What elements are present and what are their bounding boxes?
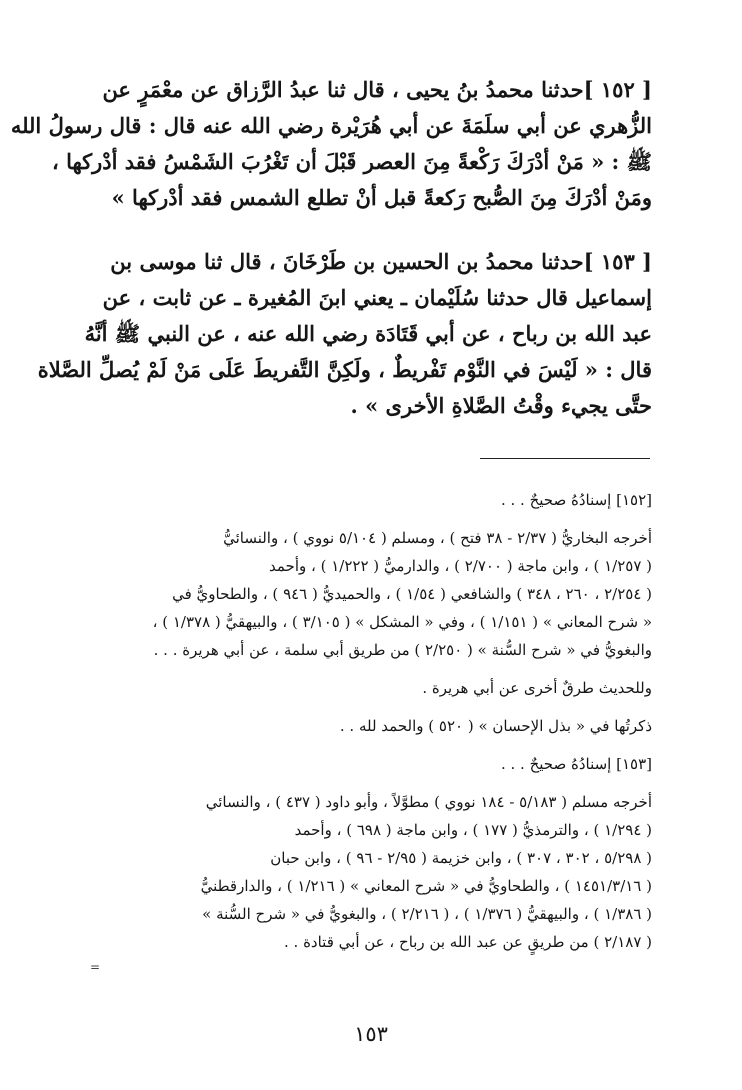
hadith-152-text (10, 72, 652, 216)
footnote-152-line: والبغويُّ في « شرح السُّنة » ( ٢/٢٥٠ ) من طريق أبي سلمة ، عن أبي هريرة . . . (153, 641, 652, 659)
spacer (96, 778, 652, 788)
spacer (96, 740, 652, 750)
footnote-152-extra: ذكرتُها في « بذل الإحسان » ( ٥٢٠ ) والحمد لله . . (339, 717, 652, 735)
footnotes (96, 486, 652, 956)
footnote-separator (480, 458, 650, 459)
footnote-152-line: « شرح المعاني » ( ١/١٥١ ) ، وفي « المشكل » ( ٣/١٠٥ ) ، والبيهقيُّ ( ١/٣٧٨ ) ، (152, 613, 652, 631)
spacer (96, 514, 652, 524)
footnote-152-line: ( ٢/٢٥٤ ، ٢٦٠ ، ٣٤٨ ) والشافعي ( ١/٥٤ ) ، والحميديُّ ( ٩٤٦ ) ، والطحاويُّ في (172, 585, 652, 603)
hadith-152-line: [ ١٥٢ ]حدثنا محمدُ بنُ يحيى ، قال ثنا عبدُ الرَّزاق عن معْمَرٍ عن (102, 77, 652, 102)
page-number: ١٥٣ (354, 1022, 388, 1046)
hadith-153-line: [ ١٥٣ ]حدثنا محمدُ بن الحسين بن طَرْخَانَ ، قال ثنا موسى بن (110, 249, 652, 274)
margin-mark: = (90, 960, 101, 974)
footnote-152-extra: وللحديث طرقٌ أخرى عن أبي هريرة . (422, 679, 652, 697)
spacer (96, 664, 652, 674)
footnote-153-heading: [١٥٣] إسنادُهُ صحيحٌ . . . (500, 755, 652, 773)
hadith-152-line: الزُّهري عن أبي سلَمَةَ عن أبي هُرَيْرة رضي الله عنه قال : قال رسولُ الله (10, 113, 652, 138)
footnote-152-heading: [١٥٢] إسنادُهُ صحيحٌ . . . (500, 491, 652, 509)
hadith-152-line: ﷺ : « مَنْ أدْرَكَ رَكْعةً مِنَ العصر قَبْلَ أن تَغْرُبَ الشَمْسُ فقد أدْركها ، (51, 149, 652, 174)
hadith-152-line: ومَنْ أدْرَكَ مِنَ الصُّبح رَكعةً قبل أنْ تطلع الشمس فقد أدْركها » (111, 185, 652, 210)
footnote-153-line: ( ١٤٥١/٣/١٦ ) ، والطحاويُّ في « شرح المعاني » ( ١/٢١٦ ) ، والدارقطنيُّ (200, 877, 652, 895)
footnote-152-line: ( ١/٢٥٧ ) ، وابن ماجة ( ٢/٧٠٠ ) ، والدارميُّ ( ١/٢٢٢ ) ، وأحمد (269, 557, 652, 575)
hadith-153-line: قال : « لَيْسَ في النَّوْم تَفْريطٌ ، ولَكِنَّ التَّفريطَ عَلَى مَنْ لَمْ يُصلِّ الصَّلاة (37, 357, 652, 382)
hadith-153-line: إسماعيل قال حدثنا سُلَيْمان ـ يعني ابنَ المُغيرة ـ عن ثابت ، عن (102, 285, 652, 310)
footnote-153-line: ( ١/٣٨٦ ) ، والبيهقيُّ ( ١/٣٧٦ ) ، ( ٢/٢١٦ ) ، والبغويُّ في « شرح السُّنة » (202, 905, 652, 923)
spacer (96, 702, 652, 712)
footnote-152-line: أخرجه البخاريُّ ( ٢/٣٧ - ٣٨ فتح ) ، ومسلم ( ٥/١٠٤ نووي ) ، والنسائيُّ (223, 529, 652, 547)
hadith-153-line: عبد الله بن رباح ، عن أبي قَتَادَة رضي الله عنه ، عن النبي ﷺ أنَّهُ (84, 321, 652, 346)
footnote-153-line: ( ٥/٢٩٨ ، ٣٠٢ ، ٣٠٧ ) ، وابن خزيمة ( ٢/٩٥ - ٩٦ ) ، وابن حبان (270, 849, 652, 867)
footnote-153-line: ( ٢/١٨٧ ) من طريقٍ عن عبد الله بن رباح ، عن أبي قتادة . . (284, 933, 652, 951)
footnote-153-line: ( ١/٢٩٤ ) ، والترمذيُّ ( ١٧٧ ) ، وابن ماجة ( ٦٩٨ ) ، وأحمد (294, 821, 652, 839)
footnote-153-line: أخرجه مسلم ( ٥/١٨٣ - ١٨٤ نووي ) مطوَّلاً ، وأبو داود ( ٤٣٧ ) ، والنسائي (205, 793, 652, 811)
hadith-153-line: حتَّى يجيء وقْتُ الصَّلاةِ الأخرى » . (350, 393, 652, 418)
hadith-153-text (37, 244, 652, 424)
